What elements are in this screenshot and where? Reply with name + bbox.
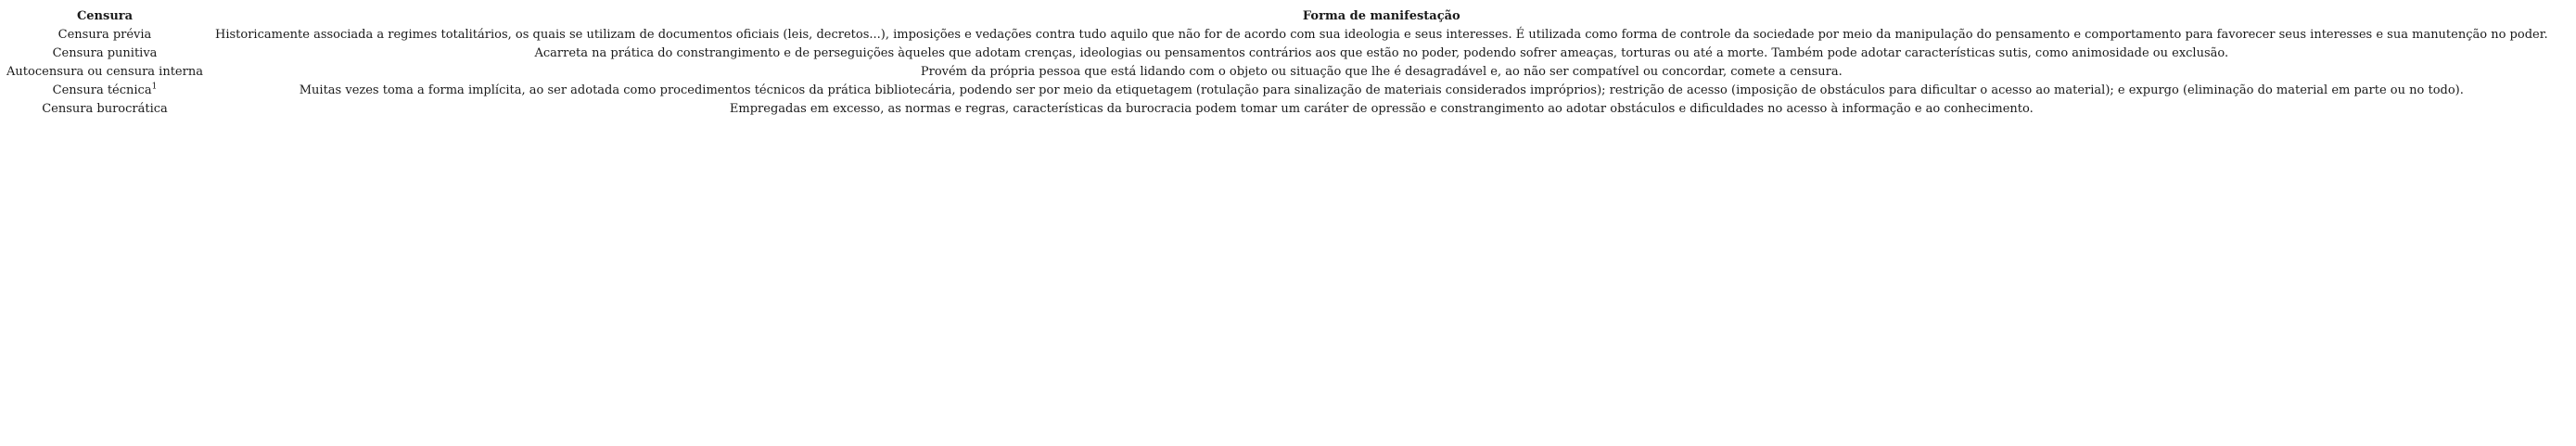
censura-type-label: Censura técnica	[52, 83, 152, 97]
table-row	[4, 45, 2548, 63]
censura-type-cell: Censura prévia	[57, 28, 152, 42]
header-row	[4, 7, 2548, 26]
manifestation-cell: Empregadas em excesso, as normas e regras, características da burocracia podem tomar um caráter de opressão e constrangimento ao adotar obstáculos e dificuldades no acesso à informação e ao conhecimento.	[729, 102, 2034, 116]
censorship-table	[4, 7, 2548, 119]
censura-type-cell	[4, 82, 206, 100]
header-forma: Forma de manifestação	[1302, 9, 1460, 23]
table-row	[4, 82, 2548, 100]
table-row	[4, 26, 2548, 45]
table-body	[4, 26, 2548, 119]
table-row	[4, 100, 2548, 119]
censura-type-cell: Censura burocrática	[42, 102, 168, 116]
manifestation-cell: Historicamente associada a regimes totalitários, os quais se utilizam de documentos oficiais (leis, decretos...), imposições e vedações contra tudo aquilo que não for de acordo com sua ideologia e seus interesses. É utilizada como forma de controle da sociedade por meio da manipulação do pensamento e comportamento para favorecer seus interesses e sua manutenção no poder.	[215, 28, 2548, 42]
footnote-marker: 1	[151, 82, 158, 92]
header-censura: Censura	[76, 9, 134, 23]
manifestation-cell: Muitas vezes toma a forma implícita, ao ser adotada como procedimentos técnicos da prática bibliotecária, podendo ser por meio da etiquetagem (rotulação para sinalização de materiais considerados impróprios); restrição de acesso (imposição de obstáculos para dificultar o acesso ao material); e expurgo (eliminação do material em parte ou no todo).	[299, 83, 2464, 97]
censura-type-cell: Censura punitiva	[52, 46, 158, 60]
manifestation-cell: Acarreta na prática do constrangimento e de perseguições àqueles que adotam crenças, ideologias ou pensamentos contrários aos que estão no poder, podendo sofrer ameaças, torturas ou até a morte. Também pode adotar características sutis, como animosidade ou exclusão.	[534, 46, 2229, 60]
table-header	[4, 7, 2548, 26]
manifestation-cell: Provém da própria pessoa que está lidando com o objeto ou situação que lhe é desagradável e, ao não ser compatível ou concordar, comete a censura.	[920, 65, 1843, 79]
table-row	[4, 63, 2548, 82]
censura-type-cell: Autocensura ou censura interna	[6, 65, 203, 79]
